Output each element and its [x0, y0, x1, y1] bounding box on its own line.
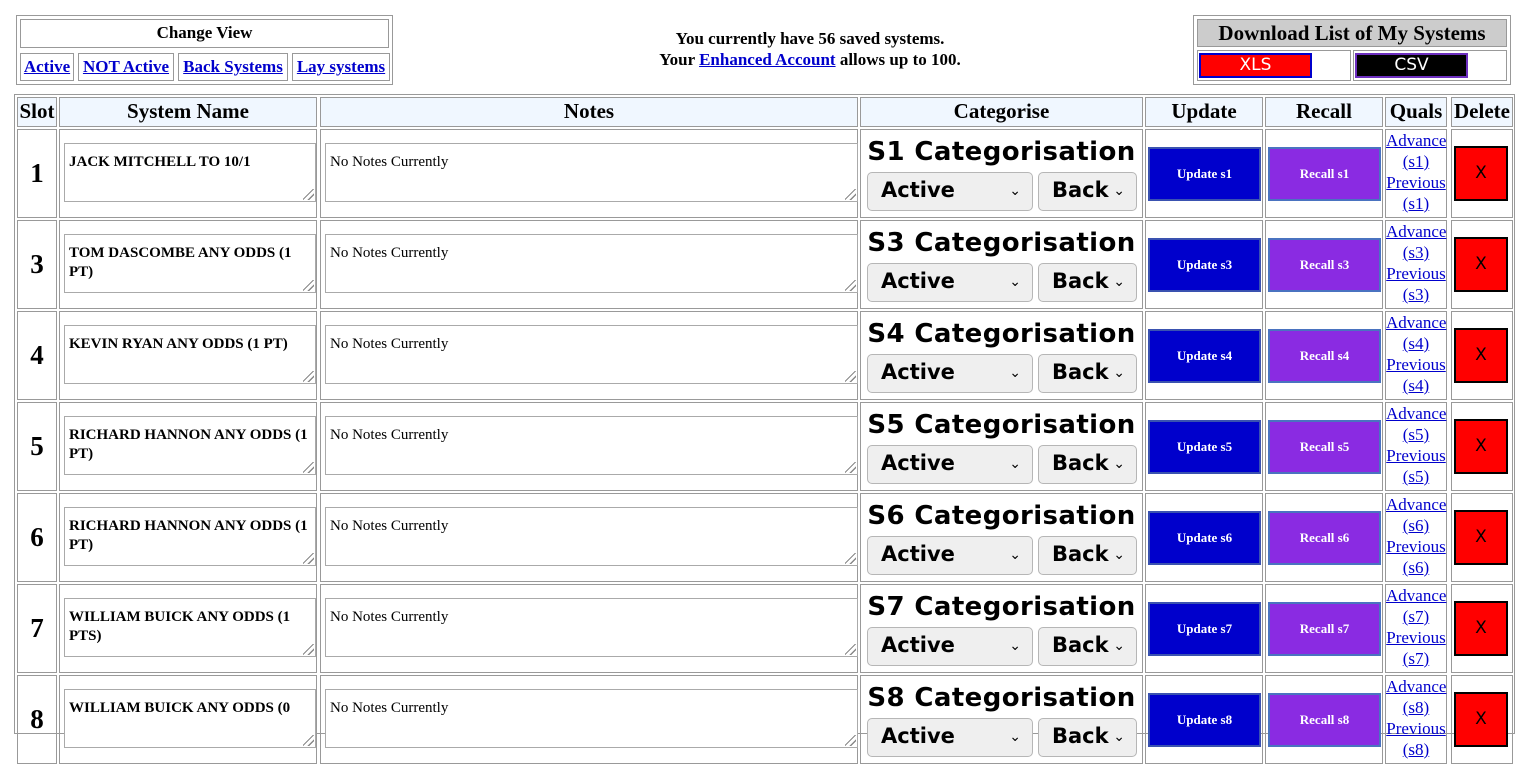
header-quals: Quals — [1385, 97, 1447, 127]
status-select-value: Active — [881, 542, 955, 566]
system-name-field[interactable] — [64, 234, 316, 293]
recall-button[interactable]: Recall s1 — [1268, 147, 1381, 201]
notes-cell — [320, 311, 858, 400]
quals-cell — [1385, 675, 1447, 764]
update-button[interactable]: Update s3 — [1148, 238, 1261, 292]
advance-id: (s5) — [1402, 425, 1430, 444]
status-select-value: Active — [881, 269, 955, 293]
slot-number: 3 — [17, 220, 57, 309]
system-name-field[interactable] — [64, 598, 316, 657]
recall-button[interactable]: Recall s8 — [1268, 693, 1381, 747]
chevron-down-icon: ⌄ — [1009, 638, 1021, 654]
recall-button[interactable]: Recall s7 — [1268, 602, 1381, 656]
chevron-down-icon: ⌄ — [1009, 183, 1021, 199]
header-notes: Notes — [320, 97, 858, 127]
view-link-active[interactable]: Active — [23, 57, 71, 76]
download-title: Download List of My Systems — [1197, 19, 1507, 47]
resize-grip-icon[interactable] — [845, 280, 856, 291]
system-name-cell — [59, 220, 317, 309]
resize-grip-icon[interactable] — [845, 553, 856, 564]
advance-id: (s4) — [1402, 334, 1430, 353]
notes-text: No Notes Currently — [330, 245, 449, 261]
quals-cell — [1385, 311, 1447, 400]
previous-link[interactable] — [1386, 719, 1446, 759]
chevron-down-icon: ⌄ — [1009, 456, 1021, 472]
systems-table — [14, 94, 1515, 759]
delete-button[interactable]: X — [1454, 237, 1508, 292]
notes-cell — [320, 584, 858, 673]
update-cell — [1145, 675, 1263, 764]
categorisation-title: S5 Categorisation — [867, 410, 1136, 440]
categorisation-title: S3 Categorisation — [867, 228, 1136, 258]
resize-grip-icon[interactable] — [303, 371, 314, 382]
resize-grip-icon[interactable] — [845, 371, 856, 382]
slot-number: 8 — [17, 675, 57, 764]
status-select[interactable] — [867, 627, 1033, 666]
system-name-text: WILLIAM BUICK ANY ODDS (1 PTS) — [69, 609, 291, 644]
previous-link[interactable] — [1386, 264, 1446, 304]
system-name-cell — [59, 584, 317, 673]
system-name-text: RICHARD HANNON ANY ODDS (1 PT) — [69, 427, 308, 462]
categorise-cell — [860, 493, 1143, 582]
view-link-cell-lay-systems — [292, 53, 390, 81]
chevron-down-icon: ⌄ — [1113, 547, 1125, 563]
chevron-down-icon: ⌄ — [1113, 365, 1125, 381]
update-button[interactable]: Update s4 — [1148, 329, 1261, 383]
recall-cell — [1265, 220, 1383, 309]
delete-cell — [1451, 311, 1513, 400]
advance-id: (s1) — [1402, 152, 1430, 171]
advance-link[interactable] — [1386, 222, 1446, 262]
previous-label: Previous — [1386, 628, 1446, 647]
categorise-cell — [860, 129, 1143, 218]
notes-field[interactable] — [325, 325, 858, 384]
update-cell — [1145, 220, 1263, 309]
recall-cell — [1265, 584, 1383, 673]
notes-cell — [320, 402, 858, 491]
change-view-title: Change View — [20, 19, 389, 48]
resize-grip-icon[interactable] — [303, 280, 314, 291]
advance-id: (s3) — [1402, 243, 1430, 262]
advance-id: (s6) — [1402, 516, 1430, 535]
system-name-field[interactable] — [64, 689, 316, 748]
update-button[interactable]: Update s5 — [1148, 420, 1261, 474]
categorisation-title: S6 Categorisation — [867, 501, 1136, 531]
system-name-text: RICHARD HANNON ANY ODDS (1 PT) — [69, 518, 308, 553]
system-name-text: KEVIN RYAN ANY ODDS (1 PT) — [69, 336, 288, 352]
categorise-cell — [860, 584, 1143, 673]
account-limit-prefix: Your — [659, 50, 695, 69]
chevron-down-icon: ⌄ — [1113, 638, 1125, 654]
delete-cell — [1451, 220, 1513, 309]
system-name-field[interactable] — [64, 325, 316, 384]
chevron-down-icon: ⌄ — [1113, 274, 1125, 290]
change-view-panel — [16, 15, 393, 85]
previous-label: Previous — [1386, 264, 1446, 283]
notes-cell — [320, 493, 858, 582]
previous-label: Previous — [1386, 355, 1446, 374]
type-select-value: Back — [1052, 178, 1109, 202]
delete-button[interactable]: X — [1454, 601, 1508, 656]
notes-field[interactable] — [325, 143, 858, 202]
advance-id: (s8) — [1402, 698, 1430, 717]
advance-label: Advance — [1386, 131, 1447, 150]
delete-button[interactable]: X — [1454, 328, 1508, 383]
notes-text: No Notes Currently — [330, 427, 449, 443]
delete-cell — [1451, 493, 1513, 582]
delete-cell — [1451, 675, 1513, 764]
update-cell — [1145, 402, 1263, 491]
chevron-down-icon: ⌄ — [1113, 729, 1125, 745]
status-select-value: Active — [881, 451, 955, 475]
recall-button[interactable]: Recall s3 — [1268, 238, 1381, 292]
advance-label: Advance — [1386, 404, 1447, 423]
previous-id: (s5) — [1402, 467, 1430, 486]
system-name-cell — [59, 129, 317, 218]
categorisation-title: S7 Categorisation — [867, 592, 1136, 622]
type-select[interactable] — [1038, 718, 1137, 757]
previous-id: (s7) — [1402, 649, 1430, 668]
system-name-field[interactable] — [64, 507, 316, 566]
enhanced-account-link[interactable]: Enhanced Account — [699, 50, 836, 69]
categorise-cell — [860, 675, 1143, 764]
previous-label: Previous — [1386, 173, 1446, 192]
type-select-value: Back — [1052, 451, 1109, 475]
status-select[interactable] — [867, 172, 1033, 211]
status-select[interactable] — [867, 263, 1033, 302]
previous-link[interactable] — [1386, 446, 1446, 486]
notes-field[interactable] — [325, 416, 858, 475]
recall-cell — [1265, 493, 1383, 582]
chevron-down-icon: ⌄ — [1009, 729, 1021, 745]
status-select[interactable] — [867, 354, 1033, 393]
quals-cell — [1385, 493, 1447, 582]
header-categorise: Categorise — [860, 97, 1143, 127]
categorisation-title: S8 Categorisation — [867, 683, 1136, 713]
view-link-lay-systems[interactable]: Lay systems — [296, 57, 386, 76]
advance-link[interactable] — [1386, 313, 1446, 353]
quals-cell — [1385, 129, 1447, 218]
type-select-value: Back — [1052, 542, 1109, 566]
notes-cell — [320, 129, 858, 218]
type-select[interactable] — [1038, 263, 1137, 302]
update-button[interactable]: Update s6 — [1148, 511, 1261, 565]
saved-systems-info — [600, 28, 1020, 70]
type-select[interactable] — [1038, 354, 1137, 393]
advance-id: (s7) — [1402, 607, 1430, 626]
recall-cell — [1265, 311, 1383, 400]
system-name-cell — [59, 402, 317, 491]
type-select-value: Back — [1052, 633, 1109, 657]
type-select[interactable] — [1038, 172, 1137, 211]
header-update: Update — [1145, 97, 1263, 127]
recall-button[interactable]: Recall s4 — [1268, 329, 1381, 383]
slot-number: 4 — [17, 311, 57, 400]
update-cell — [1145, 311, 1263, 400]
advance-link[interactable] — [1386, 586, 1446, 626]
notes-field[interactable] — [325, 234, 858, 293]
type-select[interactable] — [1038, 445, 1137, 484]
previous-link[interactable] — [1386, 537, 1446, 577]
status-select-value: Active — [881, 633, 955, 657]
slot-number: 5 — [17, 402, 57, 491]
recall-cell — [1265, 402, 1383, 491]
advance-label: Advance — [1386, 495, 1447, 514]
status-select[interactable] — [867, 718, 1033, 757]
type-select[interactable] — [1038, 536, 1137, 575]
type-select-value: Back — [1052, 360, 1109, 384]
previous-link[interactable] — [1386, 173, 1446, 213]
slot-number: 6 — [17, 493, 57, 582]
recall-button[interactable]: Recall s5 — [1268, 420, 1381, 474]
download-csv-button[interactable]: CSV — [1355, 53, 1468, 78]
delete-cell — [1451, 129, 1513, 218]
update-button[interactable]: Update s1 — [1148, 147, 1261, 201]
status-select-value: Active — [881, 360, 955, 384]
notes-text: No Notes Currently — [330, 154, 449, 170]
resize-grip-icon[interactable] — [303, 553, 314, 564]
notes-field[interactable] — [325, 507, 858, 566]
recall-cell — [1265, 675, 1383, 764]
categorise-cell — [860, 220, 1143, 309]
quals-cell — [1385, 584, 1447, 673]
previous-id: (s3) — [1402, 285, 1430, 304]
system-name-field[interactable] — [64, 143, 316, 202]
resize-grip-icon[interactable] — [845, 462, 856, 473]
resize-grip-icon[interactable] — [303, 644, 314, 655]
system-name-text: TOM DASCOMBE ANY ODDS (1 PT) — [69, 245, 292, 280]
status-select-value: Active — [881, 724, 955, 748]
delete-cell — [1451, 402, 1513, 491]
chevron-down-icon: ⌄ — [1009, 365, 1021, 381]
notes-text: No Notes Currently — [330, 700, 449, 716]
resize-grip-icon[interactable] — [845, 644, 856, 655]
status-select[interactable] — [867, 536, 1033, 575]
previous-id: (s6) — [1402, 558, 1430, 577]
categorisation-title: S4 Categorisation — [867, 319, 1136, 349]
delete-button[interactable]: X — [1454, 510, 1508, 565]
delete-cell — [1451, 584, 1513, 673]
download-xls-cell — [1197, 50, 1351, 81]
notes-cell — [320, 675, 858, 764]
advance-label: Advance — [1386, 313, 1447, 332]
delete-button[interactable]: X — [1454, 419, 1508, 474]
view-link-not-active[interactable]: NOT Active — [82, 57, 170, 76]
advance-link[interactable] — [1386, 404, 1446, 444]
system-name-cell — [59, 493, 317, 582]
notes-text: No Notes Currently — [330, 336, 449, 352]
status-select[interactable] — [867, 445, 1033, 484]
notes-text: No Notes Currently — [330, 518, 449, 534]
delete-button[interactable]: X — [1454, 146, 1508, 201]
slot-number: 7 — [17, 584, 57, 673]
notes-text: No Notes Currently — [330, 609, 449, 625]
advance-label: Advance — [1386, 586, 1447, 605]
account-limit-suffix: allows up to 100. — [839, 50, 961, 69]
header-system-name: System Name — [59, 97, 317, 127]
update-button[interactable]: Update s8 — [1148, 693, 1261, 747]
notes-cell — [320, 220, 858, 309]
previous-id: (s1) — [1402, 194, 1430, 213]
recall-button[interactable]: Recall s6 — [1268, 511, 1381, 565]
system-name-text: JACK MITCHELL TO 10/1 — [69, 154, 251, 170]
chevron-down-icon: ⌄ — [1113, 456, 1125, 472]
view-link-cell-not-active — [78, 53, 174, 81]
type-select[interactable] — [1038, 627, 1137, 666]
account-limit-line — [600, 49, 1020, 70]
header-recall: Recall — [1265, 97, 1383, 127]
advance-link[interactable] — [1386, 495, 1446, 535]
categorise-cell — [860, 311, 1143, 400]
resize-grip-icon[interactable] — [303, 189, 314, 200]
previous-label: Previous — [1386, 446, 1446, 465]
previous-id: (s8) — [1402, 740, 1430, 759]
quals-cell — [1385, 220, 1447, 309]
advance-link[interactable] — [1386, 677, 1446, 717]
system-name-field[interactable] — [64, 416, 316, 475]
update-cell — [1145, 493, 1263, 582]
chevron-down-icon: ⌄ — [1009, 547, 1021, 563]
update-button[interactable]: Update s7 — [1148, 602, 1261, 656]
slot-number: 1 — [17, 129, 57, 218]
resize-grip-icon[interactable] — [303, 735, 314, 746]
view-link-back-systems[interactable]: Back Systems — [183, 57, 283, 76]
update-cell — [1145, 584, 1263, 673]
view-link-cell-active — [20, 53, 74, 81]
resize-grip-icon[interactable] — [845, 735, 856, 746]
advance-link[interactable] — [1386, 131, 1446, 171]
saved-count-text: You currently have 56 saved systems. — [675, 29, 945, 48]
quals-cell — [1385, 402, 1447, 491]
system-name-cell — [59, 675, 317, 764]
delete-button[interactable]: X — [1454, 692, 1508, 747]
resize-grip-icon[interactable] — [845, 189, 856, 200]
chevron-down-icon: ⌄ — [1113, 183, 1125, 199]
categorise-cell — [860, 402, 1143, 491]
previous-link[interactable] — [1386, 355, 1446, 395]
type-select-value: Back — [1052, 269, 1109, 293]
categorisation-title: S1 Categorisation — [867, 137, 1136, 167]
notes-field[interactable] — [325, 689, 858, 748]
header-delete: Delete — [1451, 97, 1513, 127]
system-name-text: WILLIAM BUICK ANY ODDS (0 — [69, 700, 291, 716]
type-select-value: Back — [1052, 724, 1109, 748]
header-slot: Slot — [17, 97, 57, 127]
download-xls-button[interactable]: XLS — [1199, 53, 1312, 78]
view-link-cell-back-systems — [178, 53, 288, 81]
chevron-down-icon: ⌄ — [1009, 274, 1021, 290]
previous-label: Previous — [1386, 537, 1446, 556]
download-csv-cell — [1353, 50, 1507, 81]
previous-id: (s4) — [1402, 376, 1430, 395]
advance-label: Advance — [1386, 677, 1447, 696]
update-cell — [1145, 129, 1263, 218]
recall-cell — [1265, 129, 1383, 218]
previous-label: Previous — [1386, 719, 1446, 738]
download-panel — [1193, 15, 1511, 85]
advance-label: Advance — [1386, 222, 1447, 241]
system-name-cell — [59, 311, 317, 400]
status-select-value: Active — [881, 178, 955, 202]
resize-grip-icon[interactable] — [303, 462, 314, 473]
previous-link[interactable] — [1386, 628, 1446, 668]
notes-field[interactable] — [325, 598, 858, 657]
